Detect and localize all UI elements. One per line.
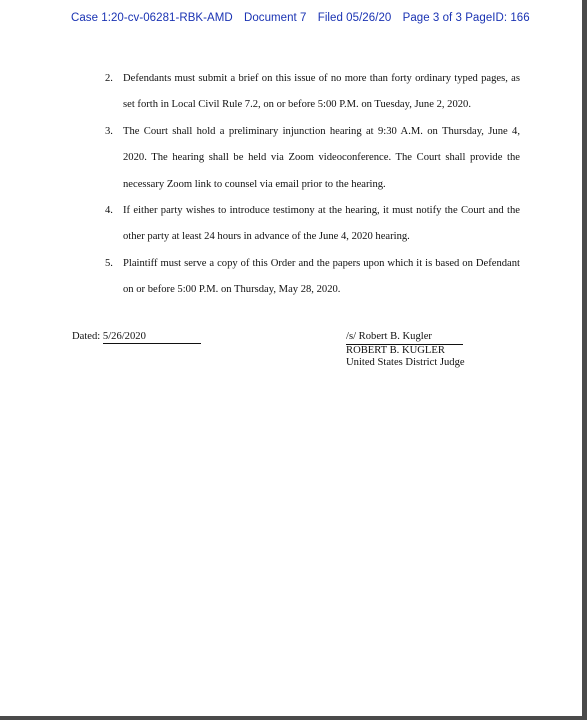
order-item-number: 3. xyxy=(105,125,113,137)
document-number: Document 7 xyxy=(243,12,307,24)
dated-value: 5/26/2020 xyxy=(103,331,201,344)
electronic-signature: /s/ Robert B. Kugler xyxy=(346,331,463,345)
order-item xyxy=(100,251,520,304)
page-header xyxy=(71,12,530,24)
order-item xyxy=(100,66,520,119)
dated-label: Dated: xyxy=(72,331,101,342)
order-item-text: Defendants must submit a brief on this issue of no more than forty ordinary typed pages, as set forth in Local Civil Rule 7.2, on or before 5:00 P.M. on Tuesday, June 2, 2020. xyxy=(123,73,520,111)
order-item xyxy=(100,119,520,198)
order-item-text: Plaintiff must serve a copy of this Order and the papers upon which it is based on Defendant on or before 5:00 P.M. on Thursday, May 28, 2020. xyxy=(123,257,520,296)
order-item-number: 2. xyxy=(105,73,113,84)
judge-title: United States District Judge xyxy=(346,357,465,368)
order-item-number: 4. xyxy=(105,205,113,217)
filed-date: Filed 05/26/20 xyxy=(317,12,392,24)
case-number: Case 1:20-cv-06281-RBK-AMD xyxy=(71,12,233,24)
order-item xyxy=(100,198,520,251)
order-item-text: The Court shall hold a preliminary injunction hearing at 9:30 A.M. on Thursday, June 4, 2020. The hearing shall be held via Zoom videoconference. The Court shall provide the necessary Zoom link to counsel via email prior to the hearing. xyxy=(123,125,520,190)
judge-name: ROBERT B. KUGLER xyxy=(346,344,445,356)
dated-line xyxy=(72,331,201,344)
order-item-number: 5. xyxy=(105,257,113,269)
order-item-text: If either party wishes to introduce testimony at the hearing, it must notify the Court and the other party at least 24 hours in advance of the June 4, 2020 hearing. xyxy=(123,205,520,243)
order-list xyxy=(100,66,520,304)
page-info: Page 3 of 3 PageID: 166 xyxy=(402,12,530,24)
signature-block xyxy=(346,331,465,370)
